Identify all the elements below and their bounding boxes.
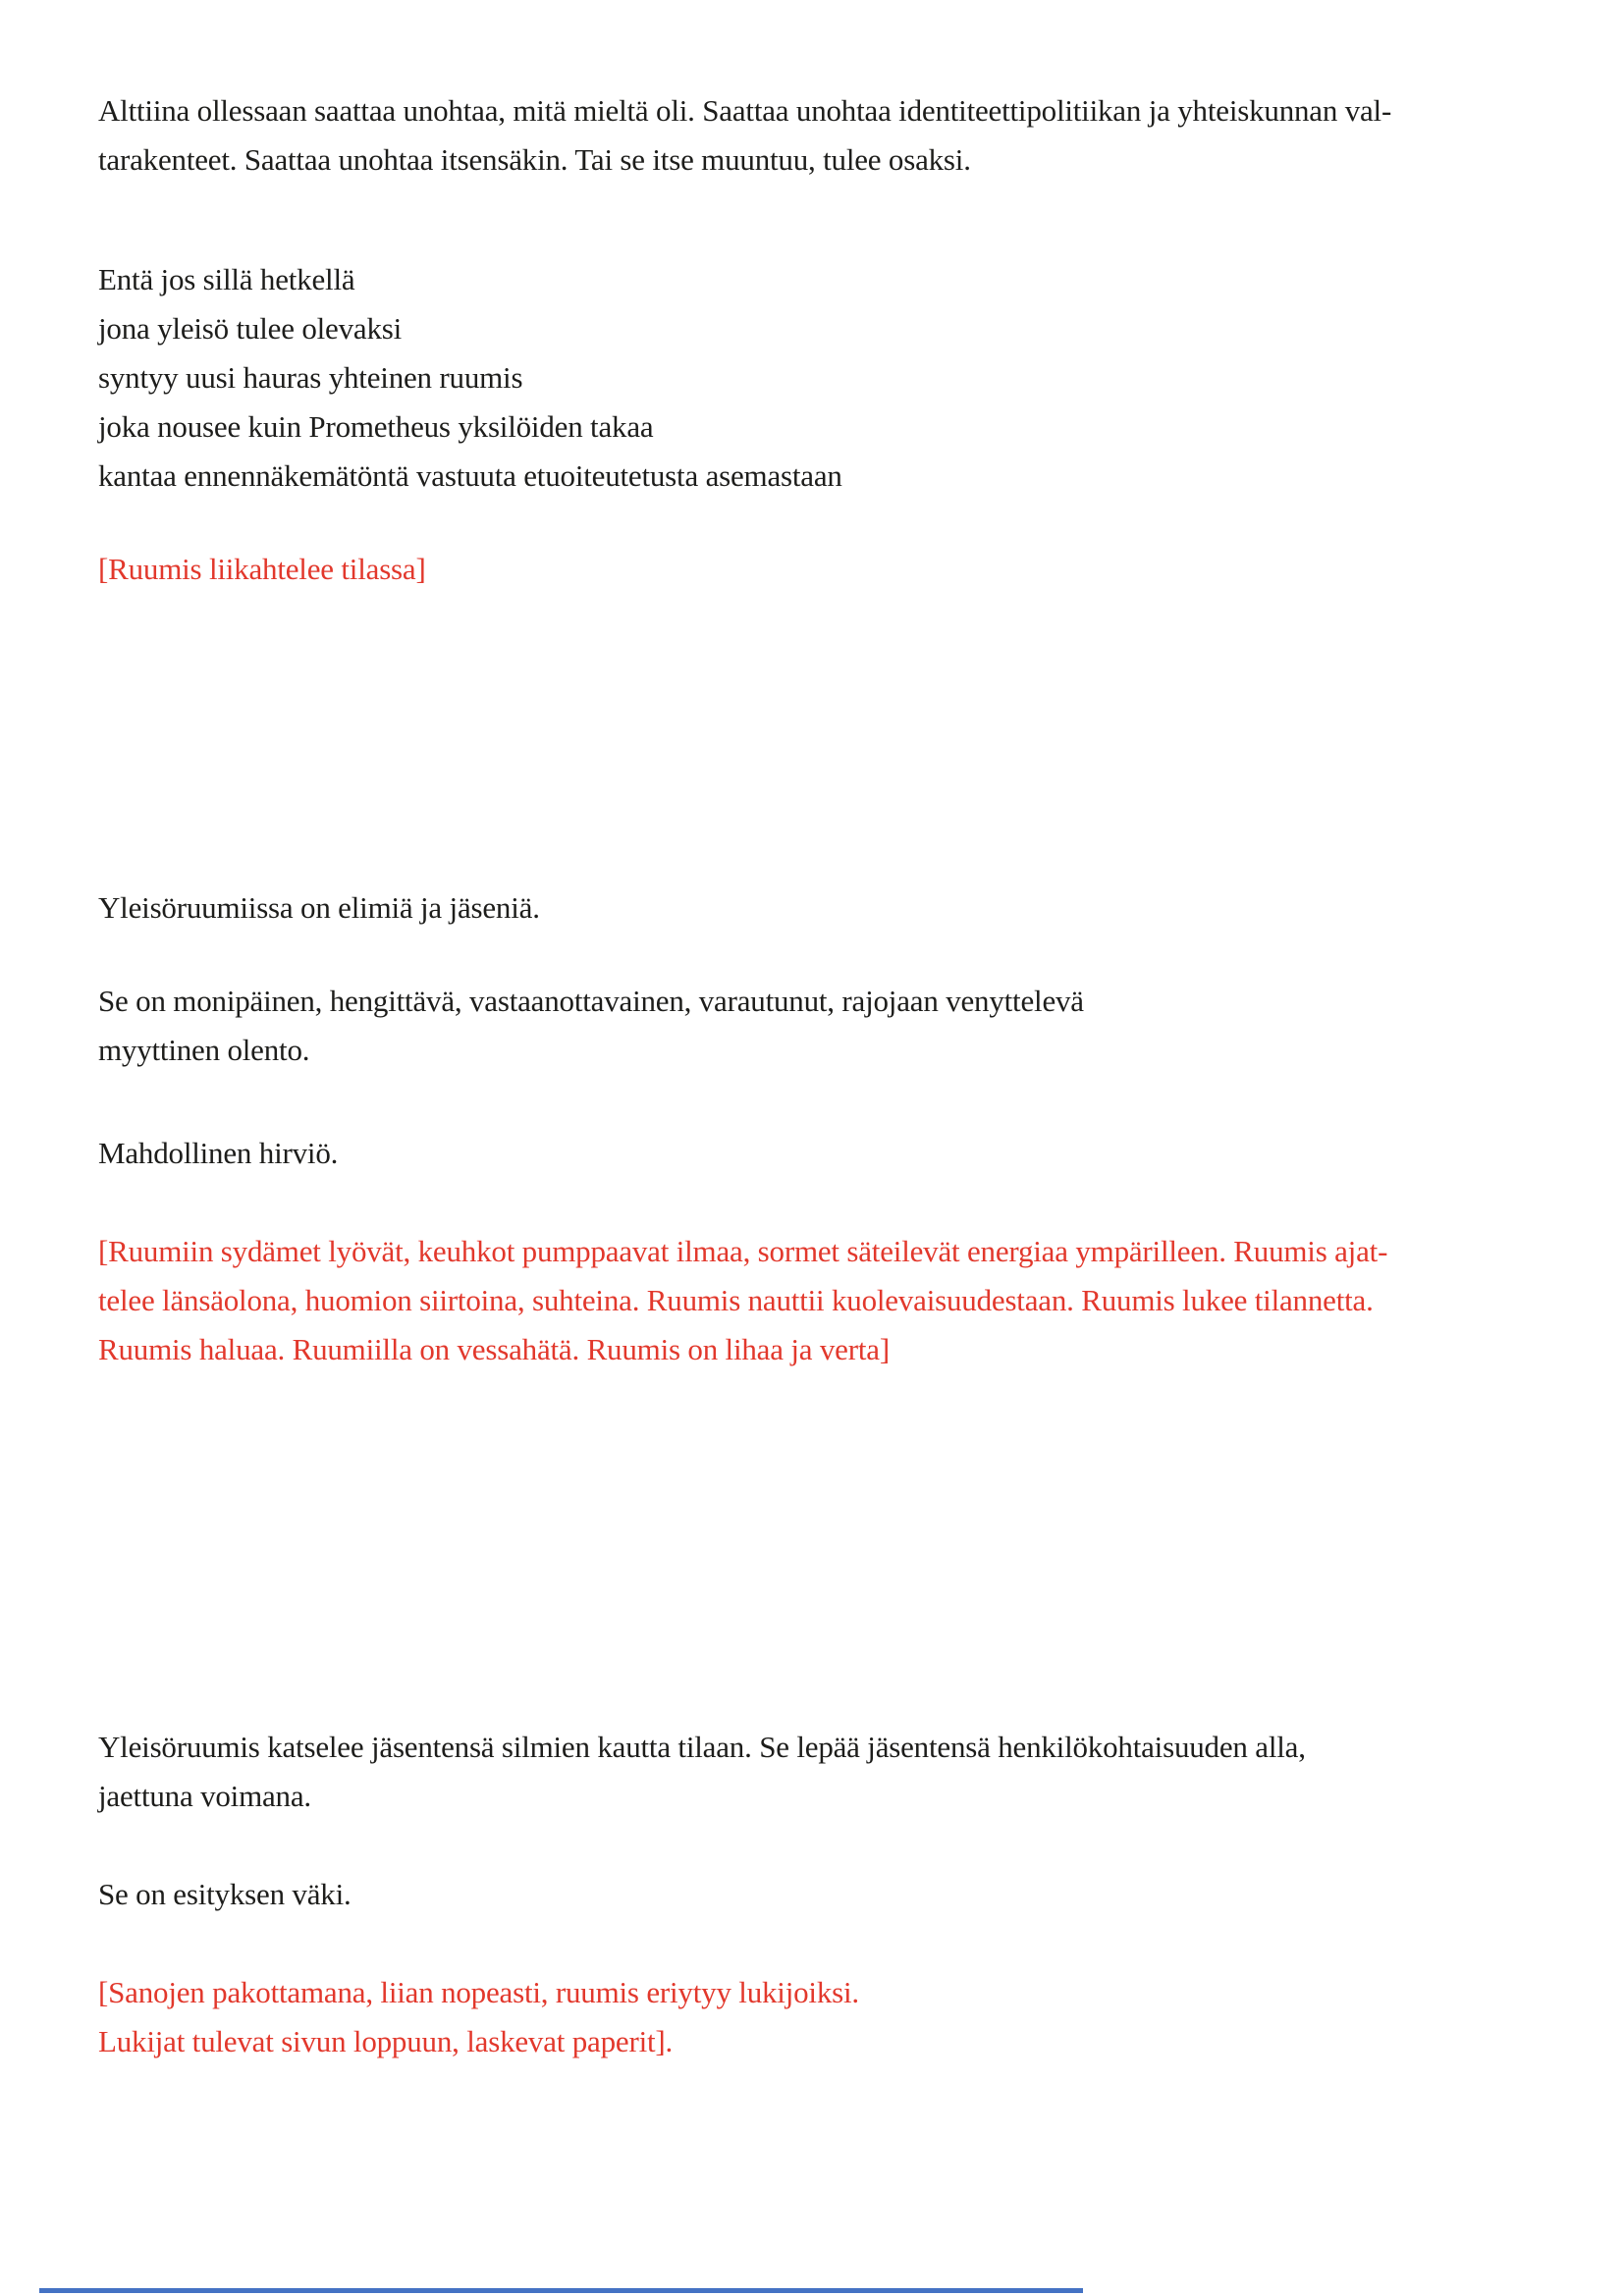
stage-direction-line: telee länsäolona, huomion siirtoina, suhteina. Ruumis nauttii kuolevaisuudestaan. Ruumis lukee tilannetta.	[98, 1283, 1374, 1317]
paragraph-line: jaettuna voimana.	[98, 1779, 311, 1813]
paragraph-line: Yleisöruumiissa on elimiä ja jäseniä.	[98, 890, 540, 925]
paragraph-line: Se on esityksen väki.	[98, 1877, 352, 1911]
paragraph-line: Se on monipäinen, hengittävä, vastaanottavainen, varautunut, rajojaan venyttelevä	[98, 984, 1084, 1018]
opening-paragraph	[98, 86, 1565, 185]
stanza-line: kantaa ennennäkemätöntä vastuuta etuoiteutetusta asemastaan	[98, 458, 842, 493]
performance-paragraph	[98, 1870, 1565, 1919]
body-description-paragraph	[98, 977, 1565, 1075]
paragraph-line: Alttiina ollessaan saattaa unohtaa, mitä mieltä oli. Saattaa unohtaa identiteettipolitiikan ja yhteiskunnan val-	[98, 93, 1392, 128]
stage-direction-line: Ruumis haluaa. Ruumiilla on vessahätä. Ruumis on lihaa ja verta]	[98, 1332, 890, 1366]
stage-direction-line: [Ruumis liikahtelee tilassa]	[98, 552, 426, 586]
stage-direction-3	[98, 1968, 1565, 2066]
stage-direction-line: [Sanojen pakottamana, liian nopeasti, ruumis eriytyy lukijoiksi.	[98, 1975, 859, 2009]
monster-paragraph	[98, 1129, 1565, 1178]
gaze-paragraph	[98, 1723, 1565, 1821]
paragraph-line: tarakenteet. Saattaa unohtaa itsensäkin. Tai se itse muuntuu, tulee osaksi.	[98, 142, 971, 177]
footer-divider-rule	[39, 2288, 1083, 2293]
stage-direction-line: [Ruumiin sydämet lyövät, keuhkot pumppaavat ilmaa, sormet säteilevät energiaa ympärilleen. Ruumis ajat-	[98, 1234, 1388, 1268]
paragraph-line: Mahdollinen hirviö.	[98, 1136, 339, 1170]
body-organs-paragraph	[98, 883, 1565, 933]
stanza-line: syntyy uusi hauras yhteinen ruumis	[98, 360, 523, 395]
stanza-line: jona yleisö tulee olevaksi	[98, 311, 403, 346]
paragraph-line: myyttinen olento.	[98, 1033, 310, 1067]
paragraph-line: Yleisöruumis katselee jäsentensä silmien kautta tilaan. Se lepää jäsentensä henkilökohtaisuuden alla,	[98, 1730, 1306, 1764]
stanza-line: Entä jos sillä hetkellä	[98, 262, 355, 296]
stage-direction-1	[98, 545, 1565, 594]
stage-direction-line: Lukijat tulevat sivun loppuun, laskevat paperit].	[98, 2024, 674, 2058]
stanza-line: joka nousee kuin Prometheus yksilöiden takaa	[98, 409, 654, 444]
stage-direction-2	[98, 1227, 1565, 1374]
poem-stanza	[98, 255, 1565, 501]
